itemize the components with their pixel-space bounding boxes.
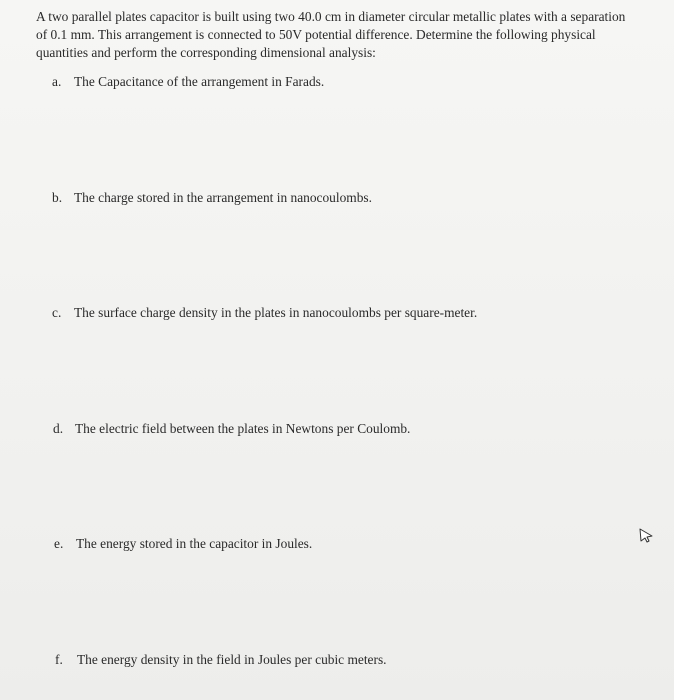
question-a-text: The Capacitance of the arrangement in Farads. (74, 74, 325, 89)
question-b-letter: b. (52, 190, 63, 205)
question-f (55, 652, 387, 668)
question-e (54, 536, 312, 552)
question-f-text: The energy density in the field in Joules per cubic meters. (77, 652, 387, 667)
question-a-letter: a. (52, 74, 62, 89)
question-e-letter: e. (54, 536, 64, 551)
question-d (53, 421, 410, 437)
question-e-text: The energy stored in the capacitor in Joules. (76, 536, 313, 551)
question-c (52, 305, 477, 321)
problem-statement (36, 8, 651, 62)
question-b (52, 190, 372, 206)
question-c-text: The surface charge density in the plates in nanocoulombs per square-meter. (74, 305, 478, 320)
problem-statement-line-1: A two parallel plates capacitor is built using two 40.0 cm in diameter circular metallic plates with a separation (36, 9, 626, 24)
mouse-pointer-icon (638, 527, 654, 543)
problem-statement-line-3: quantities and perform the corresponding dimensional analysis: (36, 45, 376, 60)
question-d-text: The electric field between the plates in Newtons per Coulomb. (75, 421, 411, 436)
question-c-letter: c. (52, 305, 62, 320)
question-d-letter: d. (53, 421, 64, 436)
question-a (52, 74, 324, 90)
question-f-letter: f. (55, 652, 63, 667)
problem-statement-line-2: of 0.1 mm. This arrangement is connected to 50V potential difference. Determine the following physical (36, 27, 596, 42)
question-b-text: The charge stored in the arrangement in nanocoulombs. (74, 190, 372, 205)
